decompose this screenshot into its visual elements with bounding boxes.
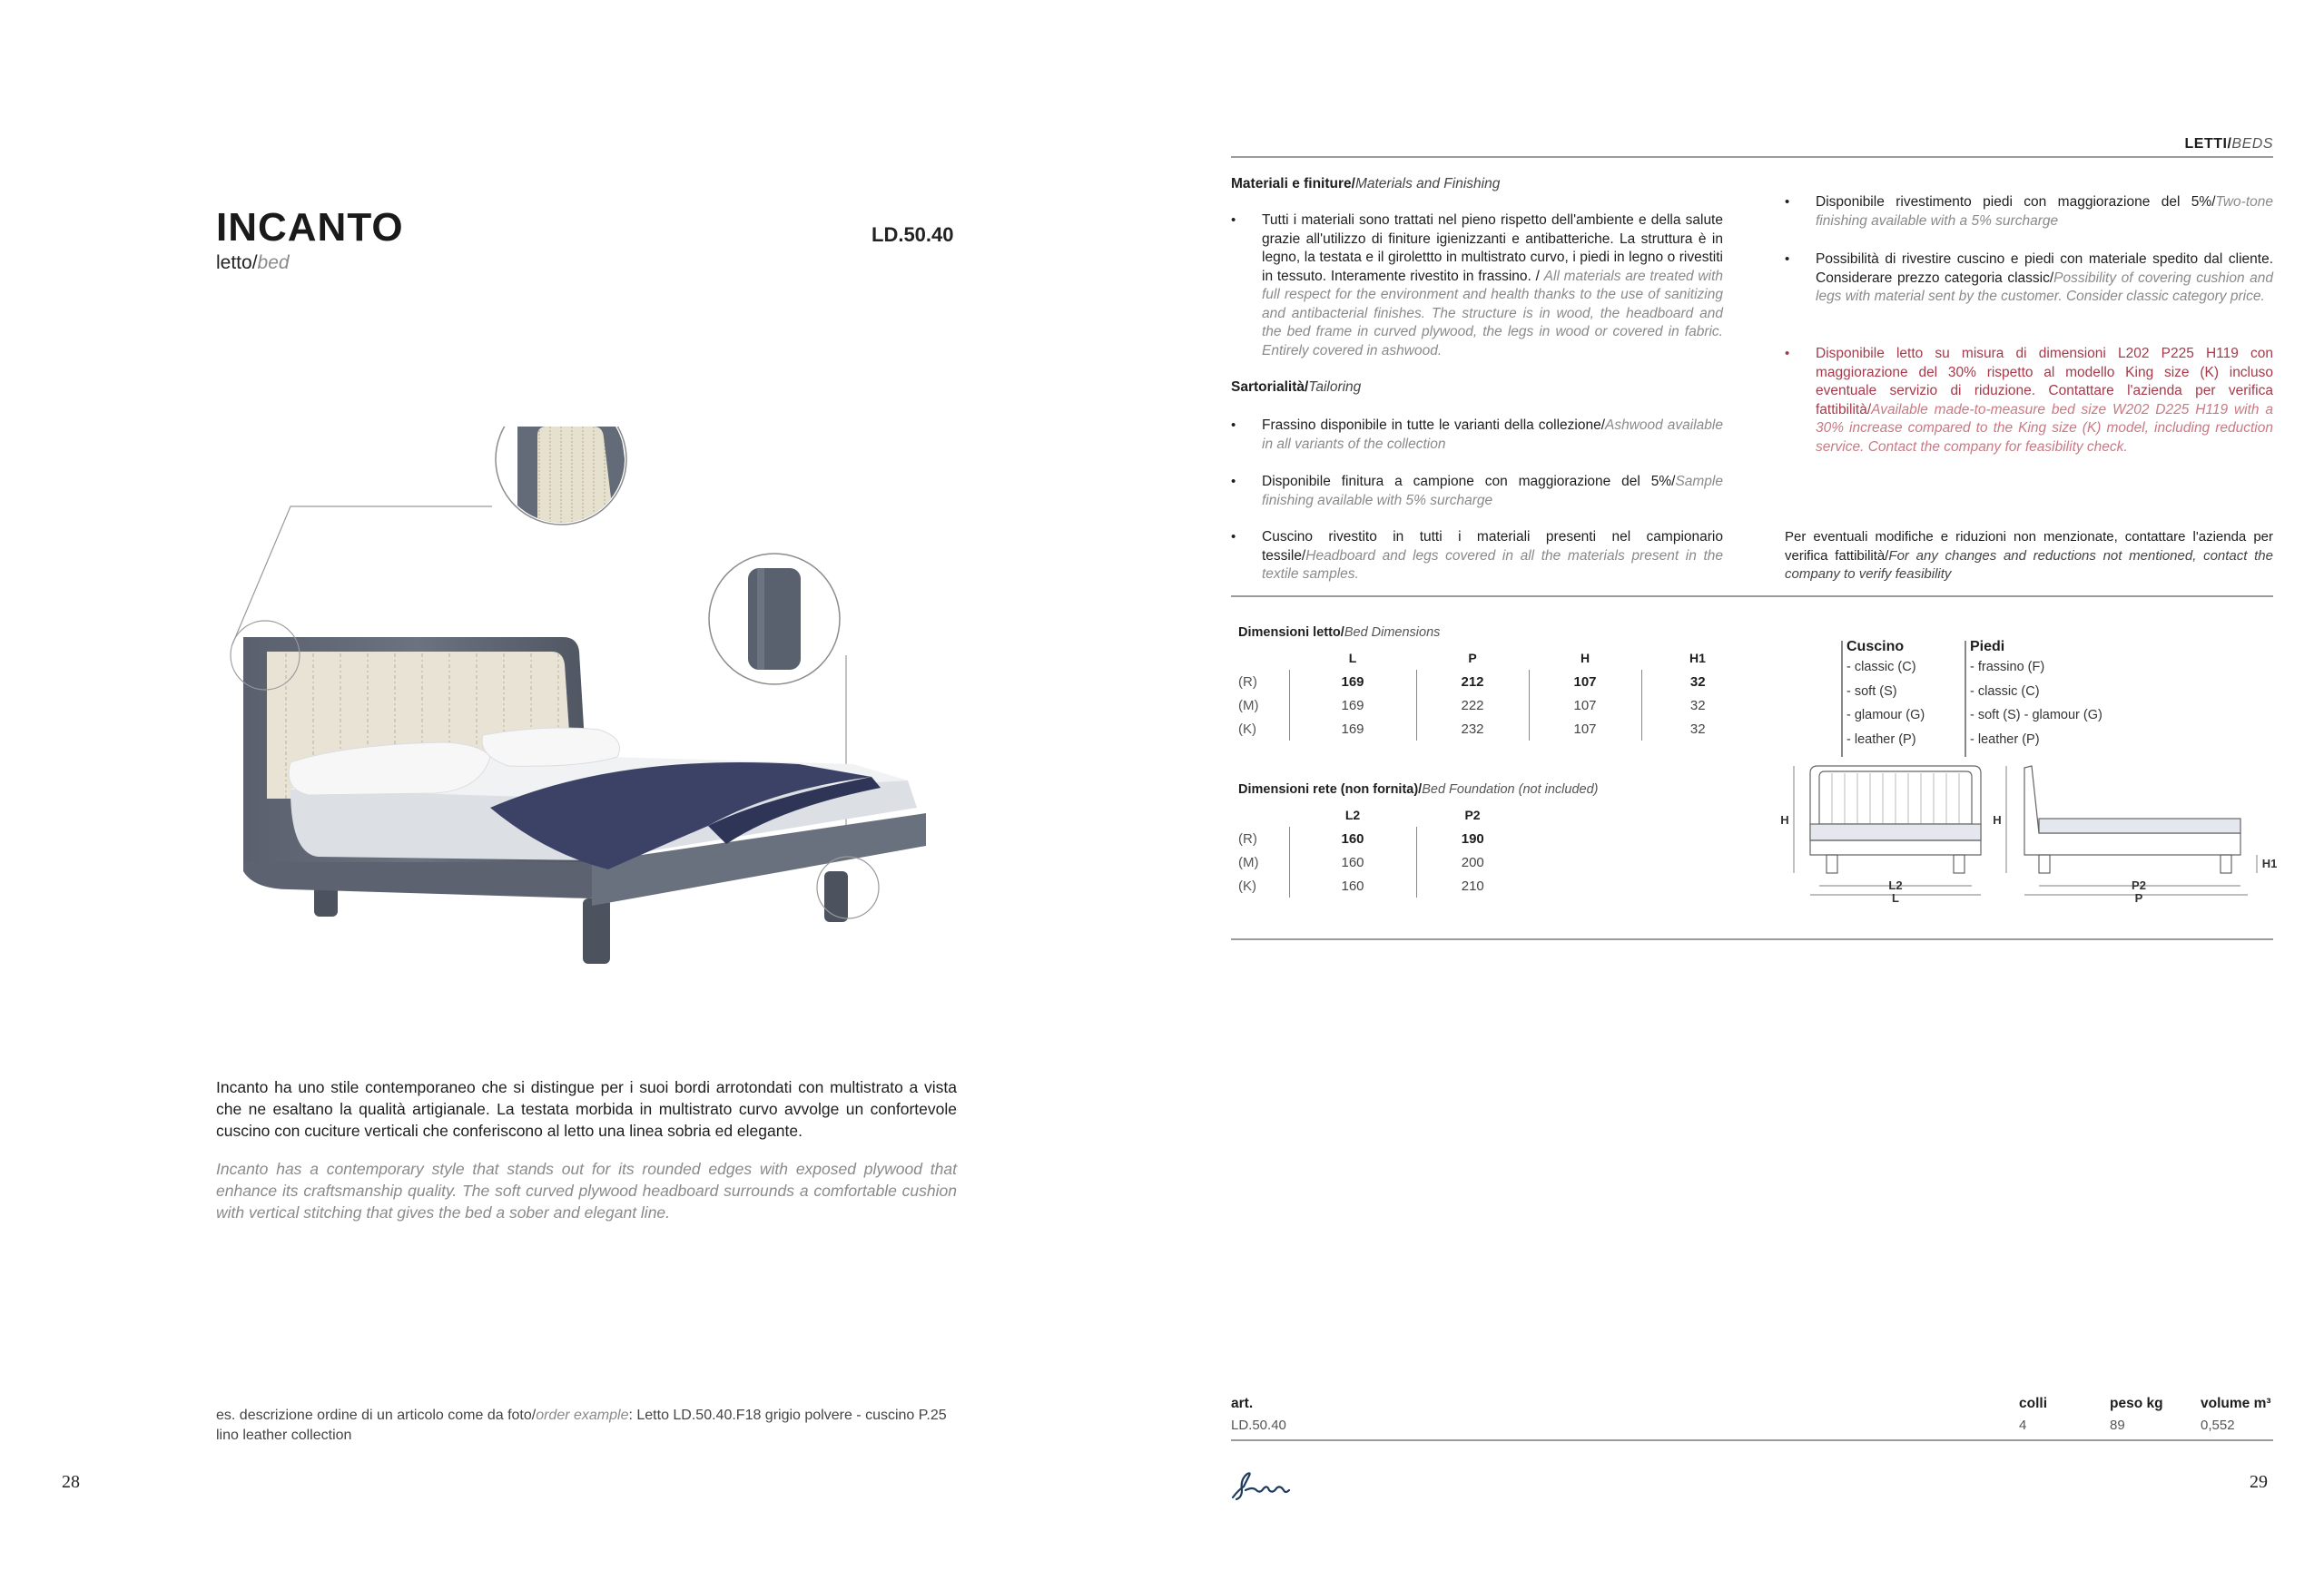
table-header-row — [1238, 803, 1529, 827]
bullet-dot: • — [1231, 474, 1236, 489]
cuscino-heading: Cuscino — [1846, 639, 1905, 654]
col-header-p2: P2 — [1464, 808, 1481, 822]
product-subtitle — [216, 252, 290, 274]
header-rule — [1231, 156, 2273, 158]
dim-label-h-side: H — [1993, 813, 2002, 827]
tailoring-bullet-1 — [1231, 417, 1723, 454]
list-item: - leather (P) — [1970, 731, 2040, 747]
order-example — [216, 1406, 957, 1446]
tailoring-heading-it: Sartorialità/ — [1231, 379, 1309, 395]
list-item: - soft (S) — [1846, 683, 1897, 699]
tailoring-b3-en: Headboard and legs covered in all the materials present in the textile samples. — [1262, 547, 1723, 582]
col-header-l2: L2 — [1344, 808, 1361, 822]
foundation-dimensions-table — [1238, 803, 1529, 898]
materials-heading — [1231, 176, 1500, 192]
col-header-p: P — [1468, 651, 1477, 665]
foundation-heading-en: Bed Foundation (not included) — [1422, 782, 1599, 797]
col2-bullet-3 — [1785, 345, 2273, 456]
dim-label-p2: P2 — [2132, 878, 2146, 892]
description-it: Incanto ha uno stile contemporaneo che si distingue per i suoi bordi arrotondati con multistrato a vista che ne esaltano la qualità artigianale. La testata morbida in multistrato curvo avvolge un confortevole cuscino con cuciture verticali che conferiscono al letto una linea sobria ed elegante. — [216, 1078, 957, 1140]
brand-logo-icon — [1229, 1470, 1293, 1503]
cuscino-list — [1846, 639, 1925, 751]
piedi-rule — [1965, 641, 1966, 757]
page-number-right: 29 — [2250, 1472, 2268, 1492]
cell: 32 — [1689, 721, 1706, 737]
bullet-dot: • — [1785, 251, 1790, 267]
cell: 32 — [1689, 673, 1706, 690]
divider-1 — [1231, 595, 2273, 597]
bed-illustration — [218, 427, 962, 971]
col2-b1-it: Disponibile rivestimento piedi con maggiorazione del 5%/ — [1816, 194, 2216, 210]
tailoring-heading-en: Tailoring — [1308, 379, 1362, 395]
cell: 210 — [1461, 878, 1484, 894]
bullet-dot: • — [1231, 417, 1236, 433]
materials-bullet-1 — [1231, 211, 1723, 360]
article-header-volume: volume m³ — [2201, 1396, 2271, 1411]
pillow-right — [482, 728, 619, 766]
col2-note-en: For any changes and reductions not mentioned, contact the company to verify feasibility — [1785, 547, 2273, 582]
table-row — [1238, 693, 1754, 717]
dim-label-l: L — [1892, 891, 1899, 905]
divider-3 — [1231, 1439, 2273, 1441]
table-row — [1238, 717, 1754, 741]
cuscino-rule — [1841, 641, 1843, 757]
bed-dim-heading-it: Dimensioni letto/ — [1238, 625, 1344, 640]
zoom-detail-headboard — [496, 427, 635, 535]
table-row — [1238, 827, 1529, 850]
row-size: (K) — [1238, 717, 1289, 741]
col-header-h: H — [1580, 651, 1590, 665]
order-text: : Letto LD.50.40.F18 grigio polvere - cuscino P.25 lino leather collection — [216, 1408, 947, 1443]
divider-2 — [1231, 938, 2273, 940]
foundation-heading-it: Dimensioni rete (non fornita)/ — [1238, 782, 1423, 797]
foundation-dim-heading — [1238, 782, 1598, 797]
col2-b2-en: Possibility of covering cushion and legs with material sent by the customer. Consider classic category price. — [1816, 270, 2274, 304]
piedi-list — [1970, 639, 2102, 751]
technical-drawings — [1779, 764, 2288, 918]
tailoring-bullet-3 — [1231, 528, 1723, 584]
cell: 107 — [1529, 693, 1641, 717]
table-header-row — [1238, 646, 1754, 670]
section-en: BEDS — [2231, 136, 2273, 152]
bullet-dot: • — [1231, 529, 1236, 545]
cell: 212 — [1416, 670, 1529, 693]
article-value-peso: 89 — [2110, 1418, 2125, 1433]
subtitle-it: letto/ — [216, 252, 258, 273]
list-item: - soft (S) - glamour (G) — [1970, 708, 2102, 722]
header-empty — [1238, 646, 1289, 670]
col2-b3-it: Disponibile letto su misura di dimensioni L202 P225 H119 con maggiorazione del 30% rispetto al modello King size (K) incluso eventuale servizio di riduzione. Contattare l'azienda per verifica fattibilità/ — [1816, 346, 2273, 417]
bullet-dot: • — [1785, 346, 1790, 361]
cell: 232 — [1416, 717, 1529, 741]
row-size: (R) — [1238, 827, 1289, 850]
col-header-l: L — [1348, 651, 1357, 665]
col2-b2-it: Possibilità di rivestire cuscino e piedi con materiale spedito dal cliente. Considerare prezzo categoria classic/ — [1816, 251, 2273, 286]
materials-heading-it: Materiali e finiture/ — [1231, 176, 1355, 191]
list-item: - classic (C) — [1970, 683, 2040, 699]
row-size: (M) — [1238, 850, 1289, 874]
tailoring-bullet-2 — [1231, 473, 1723, 510]
piedi-heading: Piedi — [1970, 639, 2005, 654]
tailoring-heading — [1231, 379, 1361, 396]
product-code: LD.50.40 — [872, 223, 954, 246]
cell: 200 — [1461, 854, 1484, 870]
dim-label-l2: L2 — [1888, 878, 1903, 892]
leg-front-right — [824, 871, 848, 922]
list-item: - classic (C) — [1846, 660, 1916, 674]
dim-label-h-front: H — [1780, 813, 1789, 827]
tailoring-b1-it: Frassino disponibile in tutte le varianti della collezione/ — [1262, 417, 1606, 433]
table-row — [1238, 874, 1529, 898]
article-header-peso: peso kg — [2110, 1396, 2163, 1411]
row-size: (K) — [1238, 874, 1289, 898]
col2-note — [1785, 528, 2273, 584]
order-label-en: order example — [536, 1408, 629, 1423]
col2-note-it: Per eventuali modifiche e riduzioni non menzionate, contattare l'azienda per verifica fattibilità/ — [1785, 529, 2273, 564]
dim-label-p: P — [2134, 891, 2143, 905]
description-en: Incanto has a contemporary style that stands out for its rounded edges with exposed plywood that enhance its craftsmanship quality. The soft curved plywood headboard surrounds a comfortable cushion with vertical stitching that gives the bed a sober and elegant line. — [216, 1160, 957, 1222]
header-empty — [1238, 803, 1289, 827]
dim-label-h1: H1 — [2261, 857, 2278, 870]
cell: 169 — [1289, 670, 1416, 693]
subtitle-en: bed — [257, 252, 290, 273]
col2-bullet-2 — [1785, 250, 2274, 307]
front-view-drawing — [1794, 766, 1981, 895]
tailoring-b2-it: Disponibile finitura a campione con maggiorazione del 5%/ — [1262, 474, 1676, 489]
article-header-colli: colli — [2019, 1396, 2048, 1411]
tailoring-b3-it: Cuscino rivestito in tutti i materiali presenti nel campionario tessile/ — [1262, 529, 1723, 564]
section-it: LETTI/ — [2184, 136, 2232, 152]
cell: 190 — [1461, 830, 1484, 847]
cell: 107 — [1529, 670, 1641, 693]
zoom-detail-leg — [709, 554, 840, 684]
section-tag — [2088, 136, 2273, 152]
article-value-colli: 4 — [2019, 1418, 2027, 1433]
cell: 32 — [1689, 697, 1706, 713]
list-item: - frassino (F) — [1970, 660, 2045, 674]
materials-bullet-1-it: Tutti i materiali sono trattati nel pieno rispetto dell'ambiente e della salute grazie all'utilizzo di finiture igienizzanti e antibatteriche. La struttura è in legno, la testata e il girolettto in multistrato curvo, i piedi in legno o rivestiti in tessuto. Interamente rivestito in frassino. / — [1262, 212, 1723, 284]
row-size: (M) — [1238, 693, 1289, 717]
bed-dimensions-table — [1238, 646, 1754, 741]
table-row — [1238, 850, 1529, 874]
row-size: (R) — [1238, 670, 1289, 693]
page-number-left: 28 — [62, 1472, 80, 1492]
article-value-art: LD.50.40 — [1231, 1418, 1286, 1433]
cell: 222 — [1416, 693, 1529, 717]
col2-bullet-1 — [1785, 193, 2273, 231]
bullet-dot: • — [1785, 194, 1790, 210]
article-value-volume: 0,552 — [2201, 1418, 2235, 1433]
materials-heading-en: Materials and Finishing — [1354, 176, 1501, 191]
col-header-h1: H1 — [1689, 651, 1706, 665]
cell: 169 — [1289, 717, 1416, 741]
bed-dim-heading — [1238, 625, 1440, 640]
bullet-dot: • — [1231, 212, 1236, 228]
order-label-it: es. descrizione ordine di un articolo come da foto/ — [216, 1408, 537, 1423]
cell: 169 — [1289, 693, 1416, 717]
col2-b3-en: Available made-to-measure bed size W202 D225 H119 with a 30% increase compared to the King size (K) model, including reduction service. Contact the company for feasibility check. — [1816, 401, 2273, 455]
tailoring-b2-en: Sample finishing available with 5% surcharge — [1262, 474, 1723, 508]
bed-dim-heading-en: Bed Dimensions — [1344, 625, 1441, 640]
col2-b1-en: Two-tone finishing available with a 5% surcharge — [1816, 194, 2273, 229]
cell: 160 — [1289, 827, 1416, 850]
article-header-art: art. — [1231, 1396, 1254, 1411]
materials-bullet-1-en: All materials are treated with full respect for the environment and health thanks to the use of sanitizing and antibacterial finishes. The structure is in wood, the headboard and the bed frame in curved plywood, the legs in wood or covered in fabric. Entirely covered in ashwood. — [1262, 268, 1723, 358]
list-item: - leather (P) — [1846, 731, 1916, 747]
table-row — [1238, 670, 1754, 693]
cell: 160 — [1289, 850, 1416, 874]
cell: 107 — [1529, 717, 1641, 741]
tailoring-b1-en: Ashwood available in all variants of the collection — [1262, 417, 1723, 452]
product-title: INCANTO — [216, 205, 404, 250]
callout-line-top — [232, 506, 492, 644]
list-item: - glamour (G) — [1846, 708, 1925, 722]
side-view-drawing — [2006, 766, 2257, 895]
leg-front-left — [583, 898, 610, 964]
cell: 160 — [1289, 874, 1416, 898]
